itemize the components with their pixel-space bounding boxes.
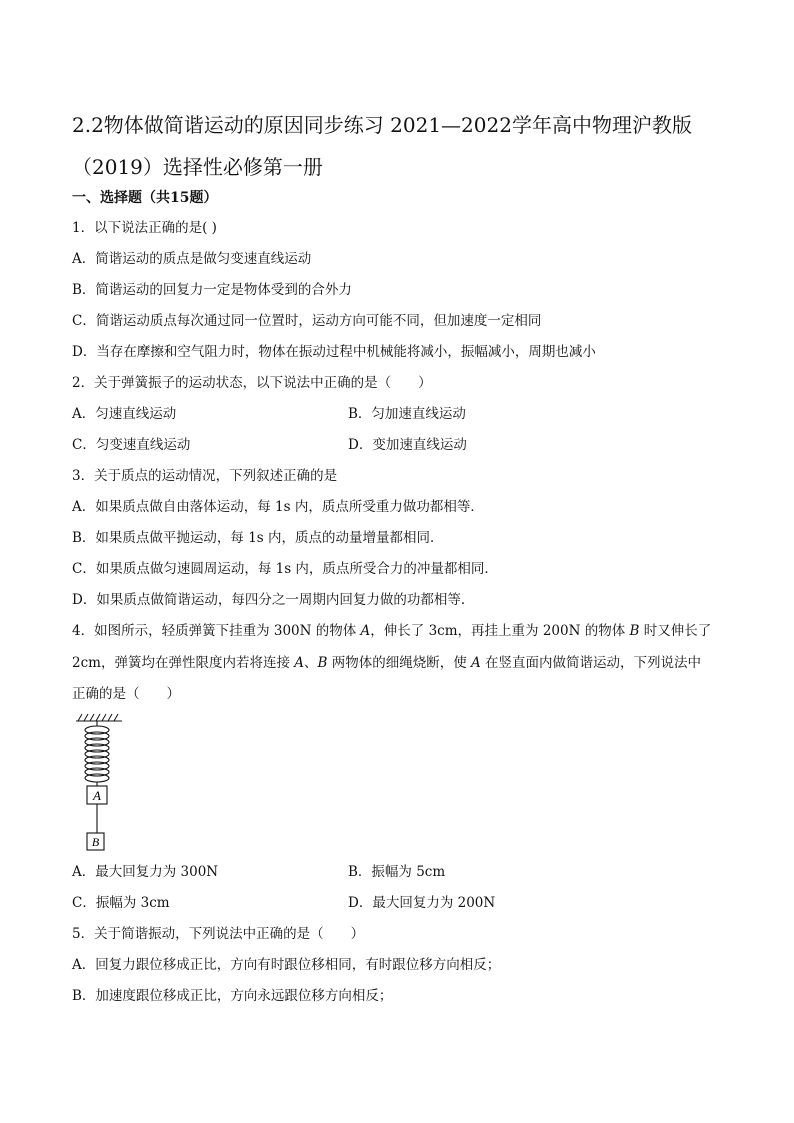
question-2-option-b: B．匀加速直线运动 bbox=[348, 406, 466, 422]
ceiling-hatch bbox=[76, 714, 122, 721]
question-1-option-c: C．简谐运动质点每次通过同一位置时，运动方向可能不同，但加速度一定相同 bbox=[72, 313, 542, 329]
question-1-option-a: A．简谐运动的质点是做匀变速直线运动 bbox=[72, 251, 312, 267]
question-4-stem-line-3: 正确的是（ ） bbox=[72, 686, 180, 702]
spring-figure bbox=[72, 712, 132, 857]
question-3-option-d: D．如果质点做简谐运动，每四分之一周期内回复力做的功都相等． bbox=[72, 592, 475, 608]
question-2-stem: 2．关于弹簧振子的运动状态，以下说法中正确的是（ ） bbox=[72, 375, 432, 391]
block-b-label: B bbox=[91, 835, 100, 849]
document-title: 2.2物体做简谐运动的原因同步练习 2021—2022学年高中物理沪教版（2019）选择性必修第一册 bbox=[72, 113, 692, 179]
question-3-stem: 3．关于质点的运动情况，下列叙述正确的是 bbox=[72, 468, 338, 484]
question-2-option-d: D．变加速直线运动 bbox=[348, 437, 467, 453]
question-3-option-b: B．如果质点做平抛运动，每 1s 内，质点的动量增量都相同． bbox=[72, 530, 444, 546]
variable-a: A bbox=[360, 623, 371, 639]
question-4-option-d: D．最大回复力为 200N bbox=[348, 895, 496, 911]
question-5-option-b: B．加速度跟位移成正比，方向永远跟位移方向相反； bbox=[72, 988, 393, 1004]
question-5-stem: 5．关于简谐振动，下列说法中正确的是（ ） bbox=[72, 926, 365, 942]
question-2-option-c: C．匀变速直线运动 bbox=[72, 437, 191, 453]
question-1-stem: 1．以下说法正确的是( ) bbox=[72, 220, 217, 236]
question-3-option-c: C．如果质点做匀速圆周运动，每 1s 内，质点所受合力的冲量都相同． bbox=[72, 561, 498, 577]
block-a-label: A bbox=[93, 788, 101, 803]
question-5-option-a: A．回复力跟位移成正比，方向有时跟位移相同，有时跟位移方向相反； bbox=[72, 957, 501, 973]
question-1-option-b: B．简谐运动的回复力一定是物体受到的合外力 bbox=[72, 282, 352, 298]
question-3-option-a: A．如果质点做自由落体运动，每 1s 内，质点所受重力做功都相等． bbox=[72, 499, 484, 515]
question-4-option-c: C．振幅为 3cm bbox=[72, 895, 170, 911]
question-1-option-d: D．当存在摩擦和空气阻力时，物体在振动过程中机械能将减小，振幅减小，周期也减小 bbox=[72, 344, 596, 360]
variable-b: B bbox=[629, 623, 640, 639]
question-4-option-b: B．振幅为 5cm bbox=[348, 864, 446, 880]
spring-coil bbox=[85, 721, 109, 786]
question-4-stem-line-2: 2cm，弹簧均在弹性限度内若将连接 A、B 两物体的细绳烧断，使 A 在竖直面内做简谐运动，下列说法中 bbox=[72, 655, 702, 671]
section-heading: 一、选择题（共15题） bbox=[72, 190, 218, 206]
question-4-stem-line-1: 4．如图所示，轻质弹簧下挂重为 300N 的物体 A，伸长了 3cm，再挂上重为 200N 的物体 B 时又伸长了 bbox=[72, 623, 712, 639]
question-2-option-a: A．匀速直线运动 bbox=[72, 406, 177, 422]
question-4-option-a: A．最大回复力为 300N bbox=[72, 864, 219, 880]
